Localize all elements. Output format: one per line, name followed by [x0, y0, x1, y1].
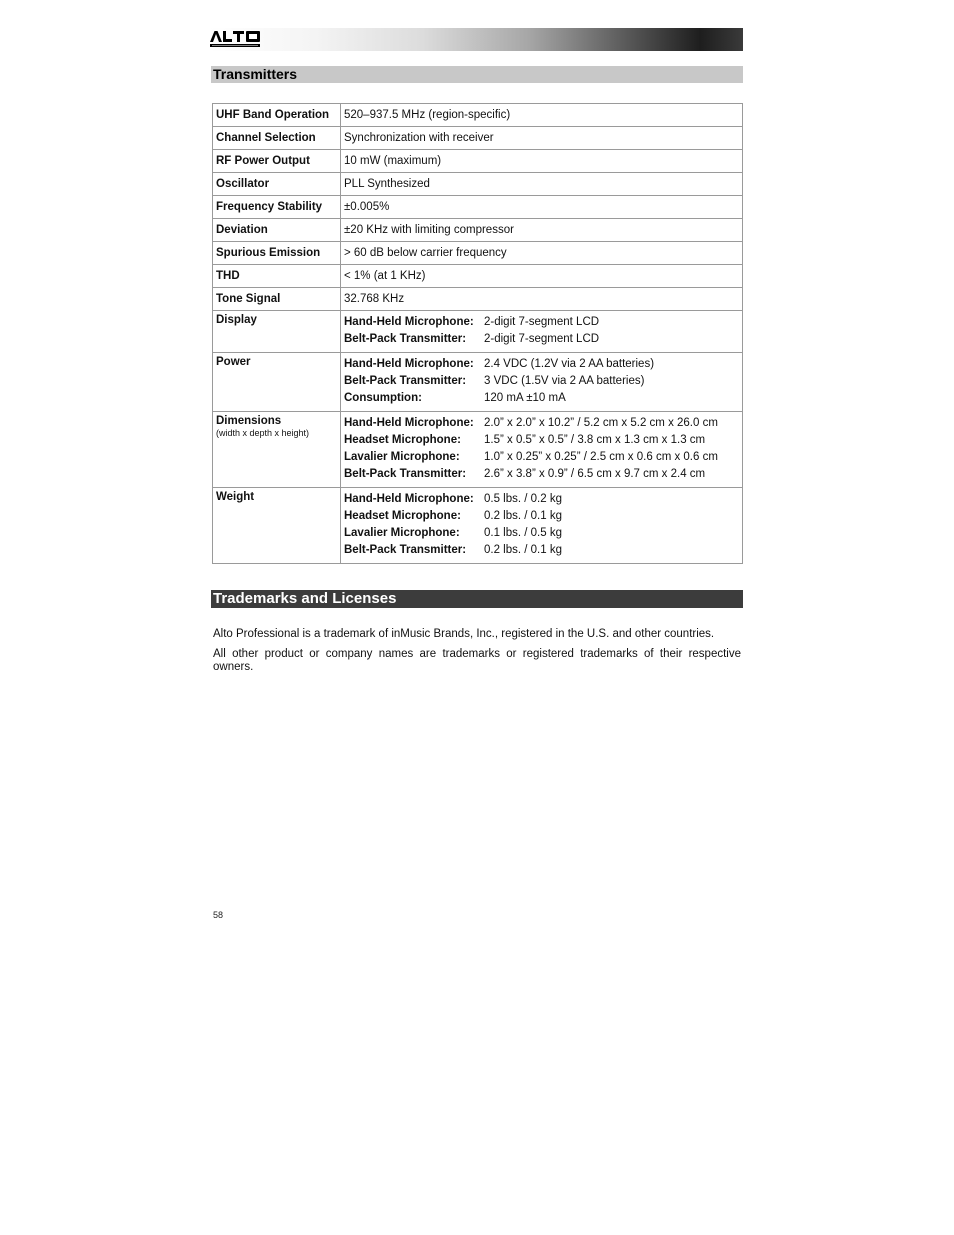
spec-line-key: Headset Microphone:: [344, 510, 461, 522]
spec-value: ±0.005%: [341, 196, 743, 219]
spec-line-value: 2-digit 7-segment LCD: [484, 316, 600, 328]
spec-label: [213, 488, 341, 564]
spec-row-oscillator: [213, 173, 743, 196]
spec-line-value: 2.4 VDC (1.2V via 2 AA batteries): [484, 358, 655, 370]
spec-line: [344, 449, 739, 466]
spec-line: [344, 373, 739, 390]
spec-label: [213, 353, 341, 412]
spec-label: [213, 311, 341, 353]
spec-label-text: Dimensions: [216, 415, 282, 427]
spec-label: RF Power Output: [213, 150, 341, 173]
spec-sublabel: (width x depth x height): [216, 428, 310, 438]
spec-line-key: Belt-Pack Transmitter:: [344, 333, 467, 345]
spec-label: Spurious Emission: [213, 242, 341, 265]
spec-line: [344, 314, 739, 331]
spec-row-deviation: [213, 219, 743, 242]
spec-line-value: 2-digit 7-segment LCD: [484, 333, 600, 345]
spec-value: Synchronization with receiver: [341, 127, 743, 150]
trademark-paragraph: All other product or company names are trademarks or registered trademarks of their respective owners.: [213, 648, 741, 673]
spec-line-key: Lavalier Microphone:: [344, 451, 460, 463]
spec-line: [344, 432, 739, 449]
spec-line-value: 1.5” x 0.5” x 0.5” / 3.8 cm x 1.3 cm x 1.3 cm: [484, 434, 706, 446]
spec-label: Frequency Stability: [213, 196, 341, 219]
transmitters-heading: Transmitters: [213, 66, 298, 82]
spec-line-value: 1.0” x 0.25” x 0.25” / 2.5 cm x 0.6 cm x 0.6 cm: [484, 451, 718, 463]
spec-line-value: 0.2 lbs. / 0.1 kg: [484, 510, 562, 522]
spec-row-rf-power: [213, 150, 743, 173]
spec-line-value: 3 VDC (1.5V via 2 AA batteries): [484, 375, 645, 387]
spec-label: [213, 412, 341, 488]
spec-label-text: Power: [216, 356, 251, 368]
spec-row-display: [213, 311, 743, 353]
spec-line-key: Hand-Held Microphone:: [344, 493, 474, 505]
spec-value: 520–937.5 MHz (region-specific): [341, 104, 743, 127]
spec-value-list: [341, 311, 743, 353]
spec-line: [344, 390, 739, 407]
spec-label: Oscillator: [213, 173, 341, 196]
spec-line-value: 0.2 lbs. / 0.1 kg: [484, 544, 562, 556]
spec-line: [344, 415, 739, 432]
spec-line-value: 2.6” x 3.8” x 0.9” / 6.5 cm x 9.7 cm x 2.4 cm: [484, 468, 706, 480]
spec-line-value: 2.0” x 2.0” x 10.2” / 5.2 cm x 5.2 cm x 26.0 cm: [484, 417, 718, 429]
spec-value: PLL Synthesized: [341, 173, 743, 196]
spec-label: THD: [213, 265, 341, 288]
alto-professional-logo: [210, 31, 262, 49]
spec-line-key: Consumption:: [344, 392, 422, 404]
spec-line-value: 120 mA ±10 mA: [484, 392, 566, 404]
spec-label-text: Display: [216, 314, 257, 326]
spec-row-channel-selection: [213, 127, 743, 150]
spec-line-key: Belt-Pack Transmitter:: [344, 544, 467, 556]
header-gradient-bar: [209, 28, 743, 51]
spec-line: [344, 356, 739, 373]
spec-line-key: Hand-Held Microphone:: [344, 358, 474, 370]
spec-value-list: [341, 412, 743, 488]
transmitter-spec-table: [212, 103, 743, 564]
spec-value: > 60 dB below carrier frequency: [341, 242, 743, 265]
spec-line-key: Hand-Held Microphone:: [344, 316, 474, 328]
trademark-paragraph: Alto Professional is a trademark of inMusic Brands, Inc., registered in the U.S. and other countries.: [213, 628, 715, 640]
spec-line: [344, 491, 739, 508]
spec-value: < 1% (at 1 KHz): [341, 265, 743, 288]
spec-line-key: Belt-Pack Transmitter:: [344, 468, 467, 480]
spec-line-value: 0.1 lbs. / 0.5 kg: [484, 527, 562, 539]
spec-label-text: Weight: [216, 491, 255, 503]
spec-row-frequency-stability: [213, 196, 743, 219]
spec-line: [344, 525, 739, 542]
spec-row-spurious-emission: [213, 242, 743, 265]
trademarks-heading: Trademarks and Licenses: [213, 590, 397, 607]
transmitters-section-bar: [211, 66, 743, 83]
spec-line: [344, 508, 739, 525]
spec-line-key: Lavalier Microphone:: [344, 527, 460, 539]
spec-row-weight: [213, 488, 743, 564]
spec-line: [344, 466, 739, 483]
spec-row-tone-signal: [213, 288, 743, 311]
spec-line-key: Hand-Held Microphone:: [344, 417, 474, 429]
spec-label: Deviation: [213, 219, 341, 242]
spec-row-dimensions: [213, 412, 743, 488]
page-number: 58: [213, 910, 224, 920]
spec-line: [344, 331, 739, 348]
spec-line-value: 0.5 lbs. / 0.2 kg: [484, 493, 562, 505]
spec-value: ±20 KHz with limiting compressor: [341, 219, 743, 242]
spec-label: UHF Band Operation: [213, 104, 341, 127]
spec-value-list: [341, 353, 743, 412]
spec-line: [344, 542, 739, 559]
spec-value: 32.768 KHz: [341, 288, 743, 311]
spec-label: Channel Selection: [213, 127, 341, 150]
trademarks-section-bar: [211, 590, 743, 608]
spec-value-list: [341, 488, 743, 564]
spec-row-power: [213, 353, 743, 412]
spec-value: 10 mW (maximum): [341, 150, 743, 173]
spec-line-key: Belt-Pack Transmitter:: [344, 375, 467, 387]
spec-label: Tone Signal: [213, 288, 341, 311]
spec-row-uhf-band: [213, 104, 743, 127]
spec-line-key: Headset Microphone:: [344, 434, 461, 446]
spec-row-thd: [213, 265, 743, 288]
